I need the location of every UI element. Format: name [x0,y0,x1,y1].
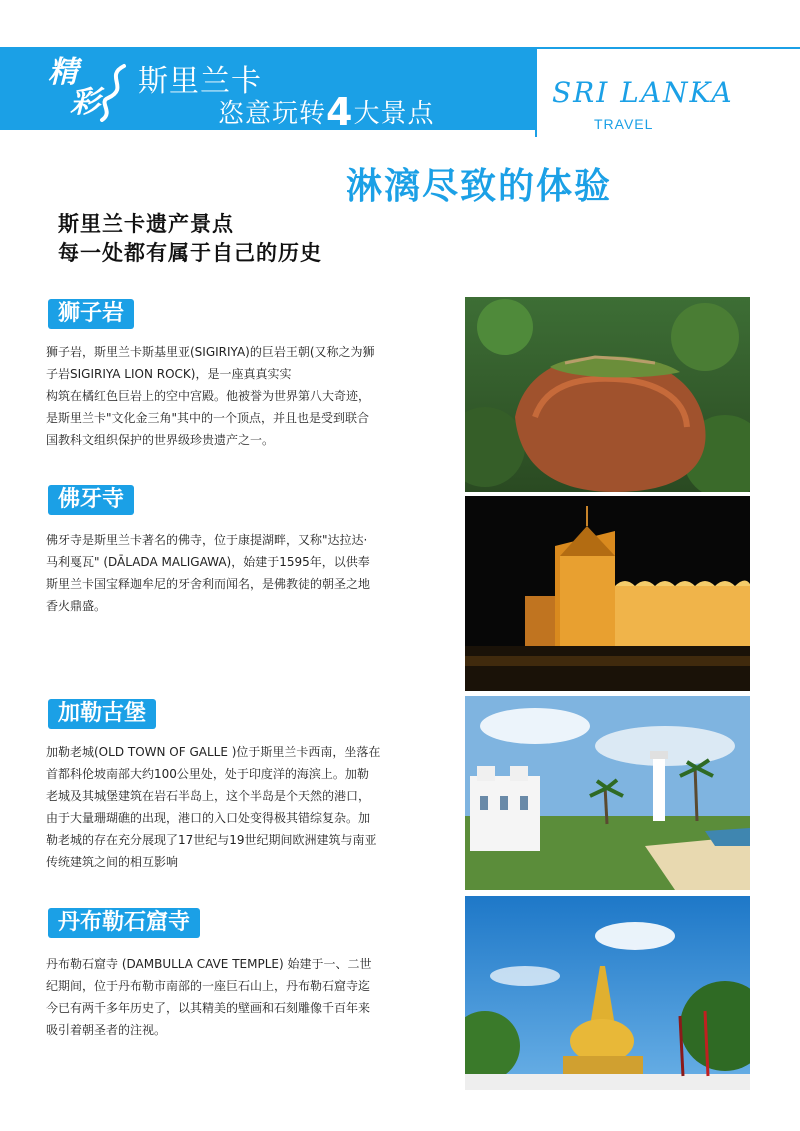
photo-tooth-temple [465,496,750,691]
banner-char-cai: 彩 [70,85,100,120]
subtitle-line-2: 每一处都有属于自己的历史 [58,241,322,265]
section-title-tooth-temple: 佛牙寺 [48,485,134,515]
desc-line: 由于大量珊瑚礁的出现，港口的入口处变得极其错综复杂。加 [46,811,371,825]
desc-line: 佛牙寺是斯里兰卡著名的佛寺，位于康提湖畔，又称"达拉达· [46,533,368,547]
desc-line: 今已有两千多年历史了，以其精美的壁画和石刻雕像千百年来 [46,1001,371,1015]
banner-subtitle-number: 4 [326,90,354,134]
desc-line: 首都科伦坡南部大约100公里处，处于印度洋的海滨上。加勒 [46,767,369,781]
desc-line: 子岩SIGIRIYA LION ROCK)，是一座真真实实 [46,367,292,381]
brand-script-logo: SRI LANKA [552,76,734,109]
desc-line: 传统建筑之间的相互影响 [46,855,179,869]
desc-line: 狮子岩，斯里兰卡斯基里亚(SIGIRIYA)的巨岩王朝(又称之为狮 [46,345,375,359]
desc-line: 是斯里兰卡"文化金三角"其中的一个顶点，并且也是受到联合 [46,411,370,425]
desc-line: 勒老城的存在充分展现了17世纪与19世纪期间欧洲建筑与南亚 [46,833,377,847]
banner-subtitle-pre: 恣意玩转 [218,99,327,129]
desc-line: 香火鼎盛。 [46,599,107,613]
banner-subtitle-post: 大景点 [353,99,435,129]
desc-line: 马利戛瓦" (DĀLADA MALIGAWA)，始建于1595年，以供奉 [46,555,370,569]
section-desc-galle-fort [46,741,426,873]
banner-subtitle [218,90,434,134]
section-title-dambulla: 丹布勒石窟寺 [48,908,200,938]
desc-line: 国教科文组织保护的世界级珍贵遗产之一。 [46,433,275,447]
desc-line: 丹布勒石窟寺 (DAMBULLA CAVE TEMPLE) 始建于一、二世 [46,957,372,971]
desc-line: 老城及其城堡建筑在岩石半岛上，这个半岛是个天然的港口， [46,789,371,803]
desc-line: 构筑在橘红色巨岩上的空中宫殿。他被誉为世界第八大奇迹， [46,389,371,403]
page-headline: 淋漓尽致的体验 [346,166,613,207]
section-title-sigiriya: 狮子岩 [48,299,134,329]
subtitle-line-1: 斯里兰卡遗产景点 [58,212,234,236]
banner-char-jing: 精 [48,55,78,90]
section-desc-tooth-temple [46,529,426,617]
desc-line: 纪期间，位于丹布勒市南部的一座巨石山上，丹布勒石窟寺迄 [46,979,371,993]
desc-line: 吸引着朝圣者的注视。 [46,1023,167,1037]
photo-sigiriya [465,297,750,492]
banner-title: 斯里兰卡 [138,64,262,99]
desc-line: 加勒老城(OLD TOWN OF GALLE )位于斯里兰卡西南，坐落在 [46,745,381,759]
swirl-decoration-icon [94,62,134,122]
desc-line: 斯里兰卡国宝释迦牟尼的牙舍利而闻名，是佛教徒的朝圣之地 [46,577,371,591]
photo-galle-fort [465,696,750,890]
brand-travel-label: TRAVEL [594,116,654,132]
section-desc-dambulla [46,953,426,1041]
section-title-galle-fort: 加勒古堡 [48,699,156,729]
section-desc-sigiriya [46,341,426,451]
photo-dambulla [465,896,750,1090]
